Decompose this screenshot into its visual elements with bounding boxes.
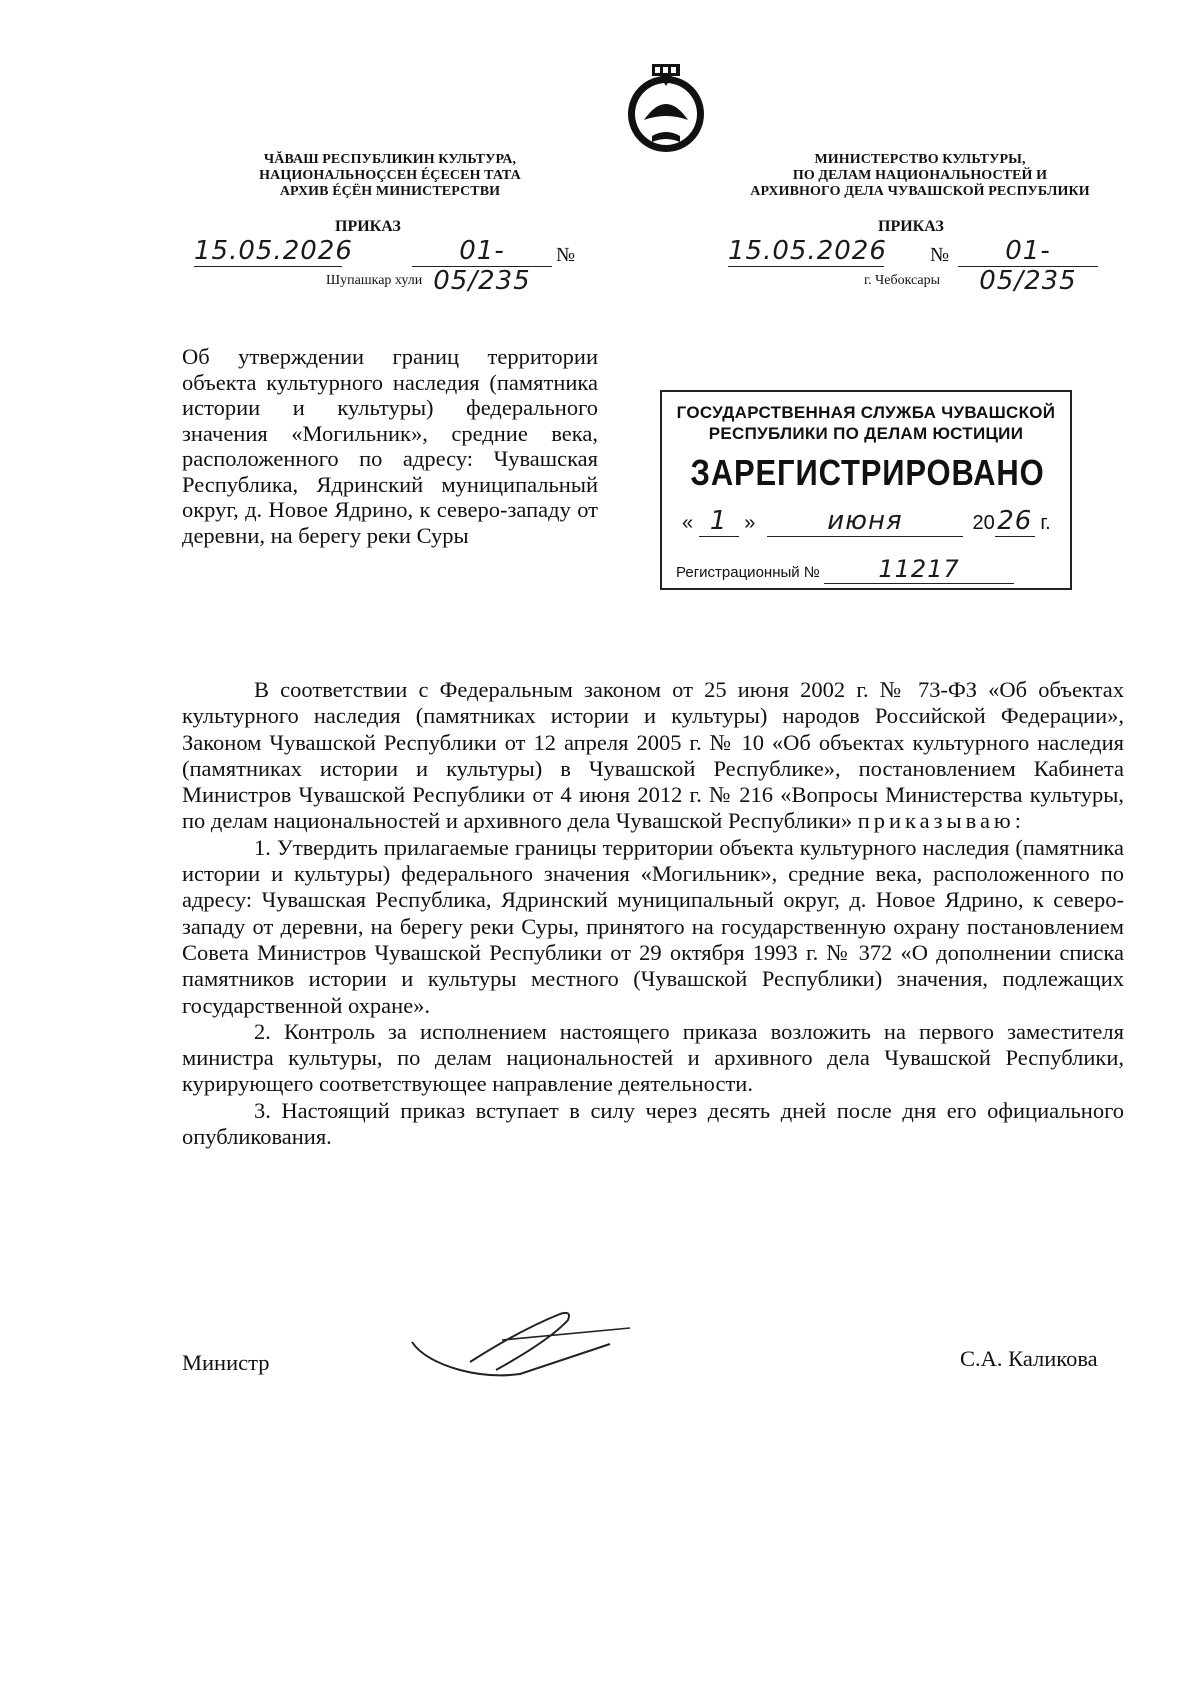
stamp-year-prefix: 20 bbox=[972, 512, 995, 534]
stamp-reg-number: 11217 bbox=[824, 555, 1014, 584]
stamp-year-suffix: 26 bbox=[995, 506, 1035, 537]
header-right-line: АРХИВНОГО ДЕЛА ЧУВАШСКОЙ РЕСПУБЛИКИ bbox=[750, 184, 1090, 199]
header-left bbox=[190, 152, 590, 200]
stamp-month: июня bbox=[767, 506, 963, 537]
place-left: Шупашкар хули bbox=[326, 273, 423, 288]
stamp-year-unit: г. bbox=[1040, 512, 1051, 534]
number-sign-left: № bbox=[556, 244, 576, 266]
stamp-date bbox=[682, 506, 1051, 537]
stamp-reg-label: Регистрационный № bbox=[676, 564, 820, 581]
stamp-quote-open: « bbox=[682, 512, 694, 534]
place-right: г. Чебоксары bbox=[864, 273, 941, 288]
header-left-line: АРХИВ ÉÇЁН МИНИСТЕРСТВИ bbox=[279, 184, 501, 199]
header-right-line: ПО ДЕЛАМ НАЦИОНАЛЬНОСТЕЙ И bbox=[792, 168, 1048, 183]
emblem-icon bbox=[622, 58, 710, 156]
signatory-name: С.А. Каликова bbox=[960, 1346, 1098, 1371]
signature-icon bbox=[400, 1300, 650, 1400]
stamp-authority-line: ГОСУДАРСТВЕННАЯ СЛУЖБА ЧУВАШСКОЙ bbox=[676, 403, 1056, 422]
order-word: приказываю: bbox=[857, 808, 1025, 834]
document-body bbox=[182, 677, 1124, 1150]
registration-stamp bbox=[660, 390, 1072, 590]
order-date-left: 15.05.2026 bbox=[194, 236, 353, 266]
prikaz-label-left: ПРИКАЗ bbox=[335, 218, 401, 235]
header-left-line: ЧĂВАШ РЕСПУБЛИКИН КУЛЬТУРА, bbox=[263, 152, 517, 167]
stamp-registered: ЗАРЕГИСТРИРОВАНО bbox=[690, 452, 1045, 493]
stamp-day: 1 bbox=[699, 506, 739, 537]
header-left-line: НАЦИОНАЛЬНОÇСЕН ÉÇЕСЕН ТАТА bbox=[259, 168, 521, 183]
stamp-registration bbox=[676, 555, 1014, 584]
stamp-authority bbox=[662, 402, 1070, 444]
document-title: Об утверждении границ территории объекта культурного наследия (памятника истории и культуры) федерального значения «Могильник», средние века, расположенного по адресу: Чувашская Республика, Ядринский муниципальный округ, д. Новое Ядрино, к северо-западу от деревни, на берегу реки Суры bbox=[182, 344, 598, 548]
stamp-quote-close: » bbox=[744, 512, 756, 534]
stamp-authority-line: РЕСПУБЛИКИ ПО ДЕЛАМ ЮСТИЦИИ bbox=[708, 424, 1024, 443]
order-item-3: 3. Настоящий приказ вступает в силу через десять дней после дня его официального опубликования. bbox=[182, 1097, 1124, 1150]
order-item-1: 1. Утвердить прилагаемые границы территории объекта культурного наследия (памятника истории и культуры) федерального значения «Могильник», средние века, расположенного по адресу: Чувашская Республика, Ядринский муниципальный округ, д. Новое Ядрино, к северо-западу от деревни, на берегу реки Суры, принятого на государственную охрану постановлением Совета Министров Чувашской Республики от 29 октября 1993 г. № 372 «О дополнении списка памятников истории и культуры местного (Чувашской Республики) значения, подлежащих государственной охране». bbox=[182, 834, 1124, 1018]
order-item-2: 2. Контроль за исполнением настоящего приказа возложить на первого заместителя министра культуры, по делам национальностей и архивного дела Чувашской Республики, курирующего соответствующее направление деятельности. bbox=[182, 1018, 1124, 1097]
order-number-left: 01-05/235 bbox=[412, 236, 552, 267]
header-right bbox=[710, 152, 1130, 200]
number-sign-right: № bbox=[930, 244, 950, 266]
order-number-right: 01-05/235 bbox=[958, 236, 1098, 267]
signatory-position: Министр bbox=[182, 1350, 270, 1375]
preamble-text: В соответствии с Федеральным законом от 25 июня 2002 г. № 73-ФЗ «Об объектах культурного наследия (памятниках истории и культуры) народов Российской Федерации», Законом Чувашской Республики от 12 апреля 2005 г. № 10 «Об объектах культурного наследия (памятниках истории и культуры) в Чувашской Республике», постановлением Кабинета Министров Чувашской Республики от 4 июня 2012 г. № 216 «Вопросы Министерства культуры, по делам национальностей и архивного дела Чувашской Республики» bbox=[182, 677, 1124, 834]
header-right-line: МИНИСТЕРСТВО КУЛЬТУРЫ, bbox=[814, 152, 1026, 167]
prikaz-label-right: ПРИКАЗ bbox=[878, 218, 944, 235]
preamble-paragraph bbox=[182, 677, 1124, 835]
order-date-right: 15.05.2026 bbox=[728, 236, 887, 266]
